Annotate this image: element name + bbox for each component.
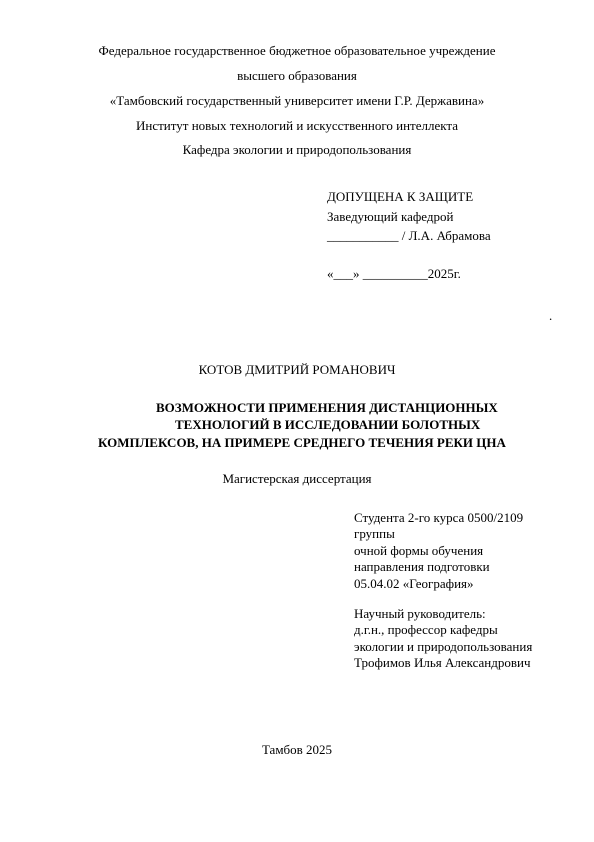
approval-heading: ДОПУЩЕНА К ЗАЩИТЕ <box>327 189 474 204</box>
thesis-title-line-3: КОМПЛЕКСОВ, НА ПРИМЕРЕ СРЕДНЕГО ТЕЧЕНИЯ РЕКИ ЦНА <box>98 435 506 450</box>
student-direction-code: 05.04.02 «География» <box>354 576 474 591</box>
student-direction-label: направления подготовки <box>354 559 490 574</box>
document-type: Магистерская диссертация <box>222 471 372 486</box>
stray-dot: . <box>549 308 553 323</box>
supervisor-name: Трофимов Илья Александрович <box>354 655 531 670</box>
approval-role: Заведующий кафедрой <box>327 209 454 224</box>
supervisor-degree: д.г.н., профессор кафедры <box>354 622 498 637</box>
author-name: КОТОВ ДМИТРИЙ РОМАНОВИЧ <box>198 362 396 377</box>
supervisor-label: Научный руководитель: <box>354 606 486 621</box>
student-course: Студента 2-го курса 0500/2109 <box>354 510 524 525</box>
institute-name: Институт новых технологий и искусственного интеллекта <box>136 118 458 133</box>
student-group: группы <box>354 526 395 541</box>
student-study-form: очной формы обучения <box>354 543 484 558</box>
thesis-title-line-2: ТЕХНОЛОГИЙ В ИССЛЕДОВАНИИ БОЛОТНЫХ <box>175 417 481 432</box>
approval-signature-line: ___________ / Л.А. Абрамова <box>327 228 491 243</box>
department-name: Кафедра экологии и природопользования <box>182 142 412 157</box>
approval-date-line: «___» __________2025г. <box>327 266 461 281</box>
city-year: Тамбов 2025 <box>261 742 333 757</box>
university-name: «Тамбовский государственный университет имени Г.Р. Державина» <box>109 93 485 108</box>
institution-type: Федеральное государственное бюджетное образовательное учреждение <box>98 43 496 58</box>
thesis-title-line-1: ВОЗМОЖНОСТИ ПРИМЕНЕНИЯ ДИСТАНЦИОННЫХ <box>156 400 498 415</box>
education-level: высшего образования <box>237 68 357 83</box>
supervisor-department: экологии и природопользования <box>354 639 533 654</box>
